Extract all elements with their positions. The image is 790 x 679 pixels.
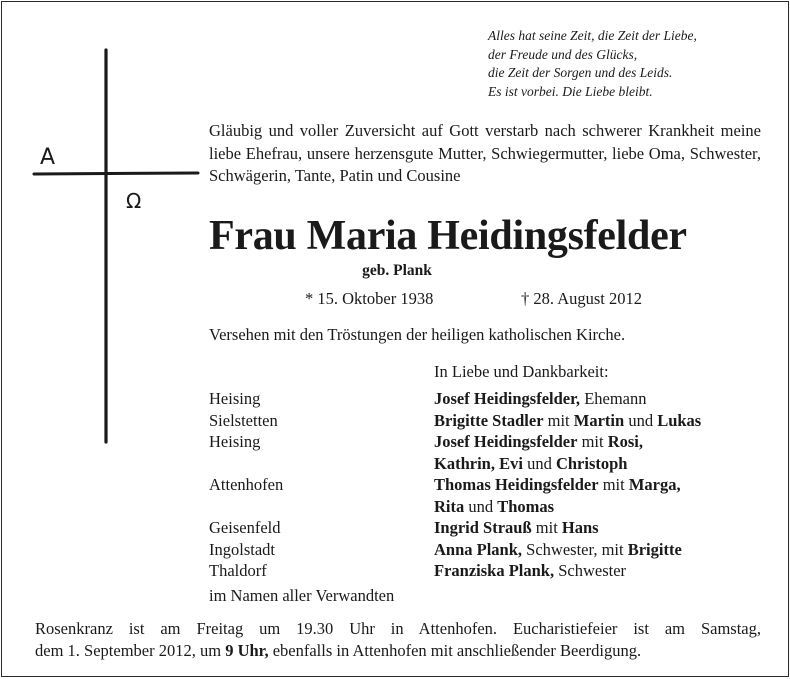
sacraments-line: Versehen mit den Tröstungen der heiligen katholischen Kirche. [209,325,626,344]
mourner-place: Thaldorf [209,561,267,580]
mourner-name: Hans [561,518,599,537]
cross-icon [30,46,200,456]
mourner-name: Christoph [555,453,628,473]
mourner-place: Heising [209,389,261,408]
omega-symbol: Ω [126,189,142,213]
deceased-name: Frau Maria Heidingsfelder [209,213,687,259]
mourner-names [434,517,599,539]
mourner-names [434,560,626,582]
mourner-row [209,431,769,453]
closing-line: im Namen aller Verwandten [209,586,395,605]
poem-line: Es ist vorbei. Die Liebe bleibt. [488,83,653,99]
mourner-name: Brigitte Stadler [434,410,544,430]
mourner-name: Lukas [657,410,702,430]
mourner-connector: mit [598,475,629,494]
mourner-connector: mit [531,518,562,537]
funeral-line-2 [35,640,761,662]
mourner-name: Ingrid Strauß [434,518,532,537]
mourner-connector: mit [543,410,574,430]
mourner-name: Rosi, [607,432,644,451]
mourner-connector: und [624,410,658,430]
mourner-place: Sielstetten [209,410,278,430]
mourner-names [434,431,643,453]
mourner-row [209,496,769,518]
mourner-place [209,496,434,518]
mourner-names [434,410,701,432]
mourner-row [209,388,769,410]
mourner-names [434,496,554,518]
mourner-connector: und [522,453,556,473]
mourner-name: Franziska Plank, [434,561,555,580]
mourner-name: Thomas Heidingsfelder [434,475,599,494]
mourner-connector: Schwester [554,561,627,580]
mourner-name: Marga, [628,475,681,494]
mourner-names [434,388,647,410]
mourner-name: Kathrin, Evi [434,453,523,473]
mourner-row [209,560,769,582]
funeral-time: 9 Uhr, [225,641,269,660]
maiden-name: geb. Plank [362,262,432,279]
mourner-place: Ingolstadt [209,539,275,559]
mourner-names [434,474,681,496]
mourner-name: Rita [434,496,465,516]
mourner-names [434,453,627,475]
mourner-connector: Schwester, mit [522,539,628,559]
funeral-line-1: Rosenkranz ist am Freitag um 19.30 Uhr in Attenhofen. Eucharistiefeier ist am Samstag, [35,619,761,638]
mourner-place: Heising [209,432,261,451]
intro-text: Gläubig und voller Zuversicht auf Gott verstarb nach schwerer Krankheit meine liebe Ehefrau, unsere herzensgute Mutter, Schwiegermutter, liebe Oma, Schwester, Schwägerin, Tante, Patin und Cousine [209,121,761,185]
poem-line: der Freude und des Glücks, [488,46,638,62]
mourner-row [209,539,769,561]
alpha-symbol: A [40,145,56,170]
mourner-name: Anna Plank, [434,539,523,559]
funeral-text: dem 1. September 2012, um [35,641,226,660]
mourner-row [209,410,769,432]
mourner-names [434,539,682,561]
mourner-name: Josef Heidingsfelder, [434,389,581,408]
mourners-list [209,388,769,582]
funeral-info [35,618,761,662]
mourner-place: Geisenfeld [209,518,281,537]
obituary-notice [1,1,789,677]
mourner-connector: und [464,496,498,516]
funeral-text: ebenfalls in Attenhofen mit anschließender Beerdigung. [268,641,642,660]
mourner-name: Josef Heidingsfelder [434,432,578,451]
mourner-row [209,474,769,496]
poem-line: die Zeit der Sorgen und des Leids. [488,65,673,80]
gratitude-line: In Liebe und Dankbarkeit: [434,362,609,381]
mourner-row [209,453,769,475]
mourner-name: Martin [573,410,625,430]
birth-date: * 15. Oktober 1938 [305,289,434,308]
cross-horizontal-beam [34,173,198,174]
mourner-connector: mit [577,432,608,451]
mourner-place: Attenhofen [209,475,284,494]
death-date: † 28. August 2012 [521,289,643,308]
poem-line: Alles hat seine Zeit, die Zeit der Liebe, [488,28,697,43]
mourner-name: Thomas [497,496,555,516]
mourner-connector: Ehemann [580,389,647,408]
mourner-name: Brigitte [627,539,682,559]
mourner-place [209,453,434,475]
poem [488,27,697,101]
mourner-row [209,517,769,539]
